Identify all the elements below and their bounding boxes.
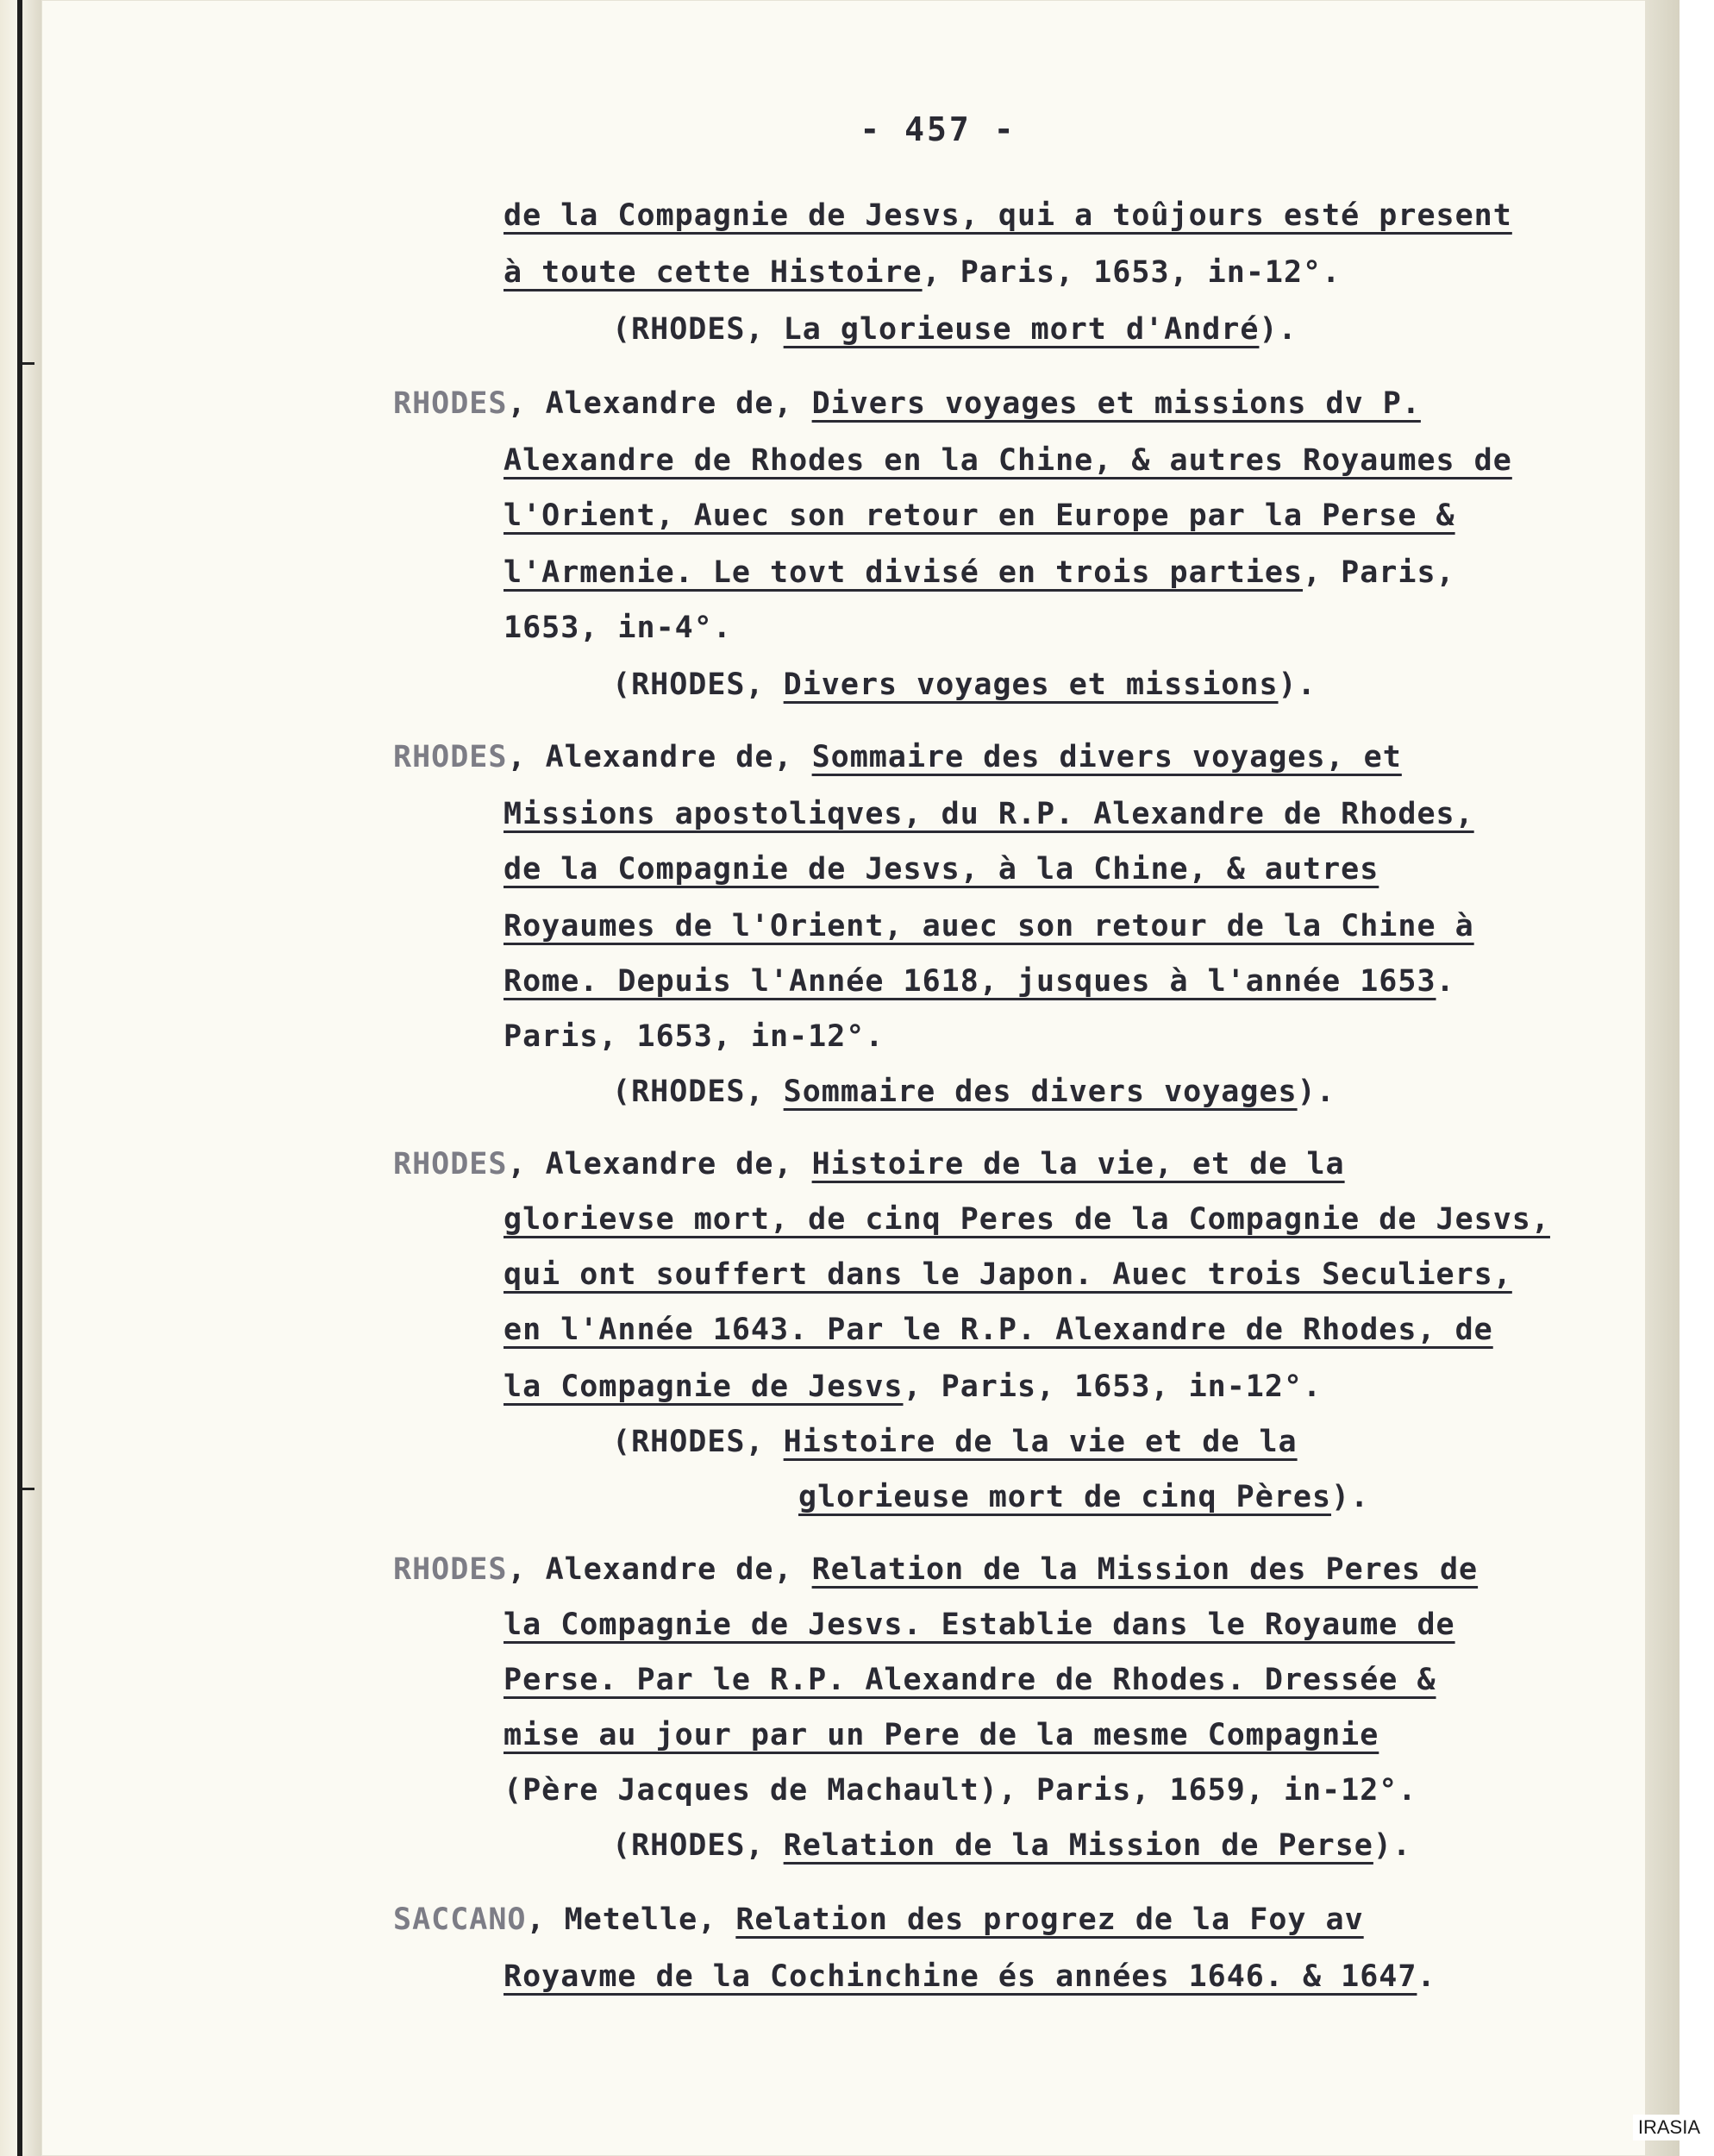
title-text: glorievse mort, de cinq Peres de la Compagnie de Jesvs, xyxy=(504,1202,1550,1237)
reference-title: Sommaire des divers voyages xyxy=(783,1075,1298,1109)
author-given-name: , Alexandre de, xyxy=(507,386,812,421)
entry-line xyxy=(504,1771,1417,1809)
entry-line xyxy=(504,1256,1512,1294)
binding-edge xyxy=(17,0,22,2156)
entry-line xyxy=(504,850,1379,888)
title-text: qui ont souffert dans le Japon. Auec trois Seculiers, xyxy=(504,1257,1512,1292)
imprint-text: , Paris, xyxy=(1303,555,1455,590)
book-binding xyxy=(0,0,41,2156)
title-text: en l'Année 1643. Par le R.P. Alexandre de Rhodes, de xyxy=(504,1313,1493,1347)
entry-line xyxy=(393,1145,1345,1183)
reference-title: La glorieuse mort d'André xyxy=(783,312,1260,347)
author-name: RHODES xyxy=(393,1552,508,1587)
reference-prefix: (RHODES, xyxy=(612,312,784,347)
author-given-name: , Alexandre de, xyxy=(507,1147,812,1181)
title-text: Missions apostoliqves, du R.P. Alexandre de Rhodes, xyxy=(504,797,1474,831)
reference-suffix: ). xyxy=(1278,667,1317,702)
imprint-text: Paris, 1653, in-12°. xyxy=(504,1019,885,1054)
entry-line xyxy=(504,442,1512,479)
entry-line xyxy=(504,1311,1493,1349)
page-number: - 457 - xyxy=(860,110,1017,148)
short-reference xyxy=(612,1073,1336,1111)
short-reference xyxy=(612,1827,1411,1865)
title-text: Sommaire des divers voyages, et xyxy=(811,740,1402,774)
title-text: la Compagnie de Jesvs. Establie dans le Royaume de xyxy=(504,1608,1455,1642)
author-name: RHODES xyxy=(393,1147,508,1181)
reference-suffix: ). xyxy=(1373,1828,1412,1863)
imprint-text: , Paris, 1653, in-12°. xyxy=(903,1369,1323,1404)
title-text: l'Orient, Auec son retour en Europe par la Perse & xyxy=(504,498,1455,533)
author-name: RHODES xyxy=(393,740,508,774)
reference-suffix: ). xyxy=(1331,1480,1370,1514)
reference-prefix: (RHODES, xyxy=(612,1075,784,1109)
entry-line xyxy=(504,1716,1379,1754)
entry-line xyxy=(504,1606,1455,1644)
entry-line xyxy=(504,1368,1322,1406)
author-name: SACCANO xyxy=(393,1902,527,1937)
title-text: Histoire de la vie, et de la xyxy=(811,1147,1345,1181)
source-watermark: IRASIA xyxy=(1633,2115,1705,2140)
title-text: Relation de la Mission des Peres de xyxy=(811,1552,1479,1587)
title-text: Royaumes de l'Orient, auec son retour de la Chine à xyxy=(504,909,1474,943)
imprint-text: (Père Jacques de Machault), Paris, 1659, in-12°. xyxy=(504,1773,1417,1808)
author-given-name: , Alexandre de, xyxy=(507,1552,812,1587)
entry-line xyxy=(504,1200,1550,1238)
binding-stitch xyxy=(22,1488,34,1490)
title-text: Divers voyages et missions dv P. xyxy=(811,386,1421,421)
reference-title: Histoire de la vie et de la xyxy=(783,1425,1298,1459)
title-text: Perse. Par le R.P. Alexandre de Rhodes. Dressée & xyxy=(504,1663,1436,1697)
title-text: de la Compagnie de Jesvs, qui a toûjours esté present xyxy=(504,198,1512,233)
imprint-text: 1653, in-4°. xyxy=(504,611,732,645)
entry-line xyxy=(393,1551,1478,1589)
short-reference xyxy=(612,310,1298,348)
imprint-text: . xyxy=(1436,964,1455,999)
title-text: de la Compagnie de Jesvs, à la Chine, & autres xyxy=(504,852,1379,887)
title-text: Relation des progrez de la Foy av xyxy=(735,1902,1364,1937)
short-reference-continuation xyxy=(798,1478,1369,1516)
author-given-name: , Alexandre de, xyxy=(507,740,812,774)
binding-stitch xyxy=(22,362,34,365)
reference-prefix: (RHODES, xyxy=(612,1425,784,1459)
reference-title: Divers voyages et missions xyxy=(783,667,1279,702)
title-text: mise au jour par un Pere de la mesme Compagnie xyxy=(504,1718,1379,1752)
short-reference xyxy=(612,1423,1298,1461)
entry-line xyxy=(393,385,1421,423)
entry-line xyxy=(504,254,1341,291)
author-name: RHODES xyxy=(393,386,508,421)
entry-line xyxy=(504,795,1474,833)
reference-prefix: (RHODES, xyxy=(612,667,784,702)
page-edge xyxy=(1645,0,1680,2156)
reference-prefix: (RHODES, xyxy=(612,1828,784,1863)
reference-suffix: ). xyxy=(1259,312,1298,347)
entry-line xyxy=(504,1018,884,1056)
title-text: Rome. Depuis l'Année 1618, jusques à l'année 1653 xyxy=(504,964,1436,999)
entry-line xyxy=(393,1901,1364,1939)
document-page xyxy=(41,0,1680,2156)
entry-line xyxy=(504,962,1455,1000)
reference-title: glorieuse mort de cinq Pères xyxy=(798,1480,1332,1514)
entry-line xyxy=(504,609,732,647)
reference-suffix: ). xyxy=(1297,1075,1336,1109)
title-text: la Compagnie de Jesvs xyxy=(504,1369,904,1404)
short-reference xyxy=(612,666,1317,704)
reference-title: Relation de la Mission de Perse xyxy=(783,1828,1373,1863)
imprint-text: , Paris, 1653, in-12°. xyxy=(922,255,1342,290)
imprint-text: . xyxy=(1417,1959,1436,1994)
title-text: à toute cette Histoire xyxy=(504,255,923,290)
title-text: Alexandre de Rhodes en la Chine, & autres Royaumes de xyxy=(504,443,1512,478)
entry-line xyxy=(504,554,1455,592)
author-given-name: , Metelle, xyxy=(526,1902,736,1937)
entry-line xyxy=(504,1958,1436,1996)
entry-line xyxy=(504,197,1512,235)
entry-line xyxy=(393,738,1402,776)
title-text: l'Armenie. Le tovt divisé en trois parties xyxy=(504,555,1304,590)
entry-line xyxy=(504,497,1455,535)
title-text: Royavme de la Cochinchine és années 1646. & 1647 xyxy=(504,1959,1417,1994)
entry-line xyxy=(504,907,1474,945)
entry-line xyxy=(504,1661,1436,1699)
